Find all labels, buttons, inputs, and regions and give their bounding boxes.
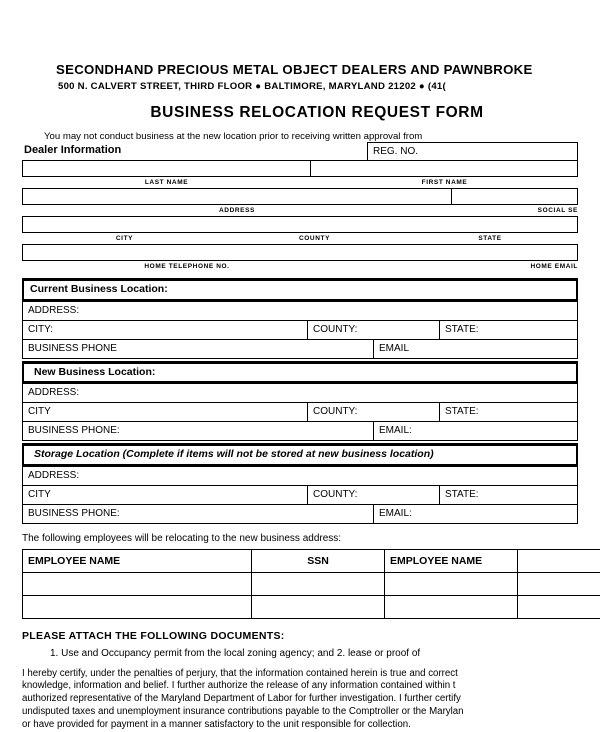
new-city-label: CITY — [28, 406, 51, 417]
employee-name-2-column-header: EMPLOYEE NAME — [385, 549, 518, 572]
certification-line-5: or have provided for payment in a manner satisfactory to the unit responsible for collection. — [22, 719, 578, 732]
storage-location-title-text: Storage Location (Complete if items will not be stored at new business location) — [30, 448, 434, 460]
employee-name-cell[interactable] — [23, 572, 252, 595]
dealer-information-label: Dealer Information — [22, 142, 367, 160]
reg-no-field[interactable] — [367, 142, 578, 160]
new-location-contact-row — [22, 422, 578, 441]
reg-no-label: REG. NO. — [373, 146, 418, 157]
current-county-field[interactable] — [308, 321, 440, 340]
employee-extra-cell[interactable] — [518, 572, 600, 595]
storage-address-field[interactable] — [22, 467, 578, 486]
last-name-input[interactable] — [22, 160, 311, 177]
new-state-field[interactable] — [440, 403, 578, 422]
storage-email-label: EMAIL: — [379, 508, 412, 519]
current-location-address-row — [22, 302, 578, 321]
current-address-field[interactable] — [22, 302, 578, 321]
storage-location-title — [22, 443, 578, 467]
ssn-column-header: SSN — [252, 549, 385, 572]
dealer-citystate-labels — [22, 233, 578, 244]
employee-name-column-header: EMPLOYEE NAME — [23, 549, 252, 572]
dealer-information-header — [22, 142, 578, 160]
state-label: STATE — [402, 233, 578, 244]
current-email-field[interactable] — [374, 340, 578, 359]
storage-phone-label: BUSINESS PHONE: — [28, 508, 120, 519]
current-address-label: ADDRESS: — [28, 305, 79, 316]
current-state-field[interactable] — [440, 321, 578, 340]
dealer-contact-inputs — [22, 244, 578, 261]
social-security-input[interactable] — [452, 188, 578, 205]
table-row[interactable] — [23, 572, 600, 595]
city-label: CITY — [22, 233, 227, 244]
storage-county-label: COUNTY: — [313, 489, 357, 500]
storage-address-label: ADDRESS: — [28, 470, 79, 481]
first-name-label: FIRST NAME — [311, 177, 578, 188]
new-location-title-text: New Business Location: — [30, 366, 155, 378]
employee-name-cell[interactable] — [23, 595, 252, 618]
current-city-field[interactable] — [22, 321, 308, 340]
new-location-city-row — [22, 403, 578, 422]
employee-extra-column-header — [518, 549, 600, 572]
storage-contact-row — [22, 505, 578, 524]
storage-email-field[interactable] — [374, 505, 578, 524]
new-county-field[interactable] — [308, 403, 440, 422]
new-city-field[interactable] — [22, 403, 308, 422]
new-email-label: EMAIL: — [379, 425, 412, 436]
dealer-citystate-inputs — [22, 216, 578, 233]
address-label: ADDRESS — [22, 205, 452, 216]
address-input[interactable] — [22, 188, 452, 205]
home-telephone-input[interactable] — [22, 244, 578, 261]
dealer-address-inputs — [22, 188, 578, 205]
new-address-field[interactable] — [22, 384, 578, 403]
current-email-label: EMAIL — [379, 343, 409, 354]
first-name-input[interactable] — [311, 160, 578, 177]
current-city-label: CITY: — [28, 324, 53, 335]
certification-line-3: authorized representative of the Maryland Department of Labor for further investigation. I further certify — [22, 693, 578, 706]
storage-phone-field[interactable] — [22, 505, 374, 524]
employee-name-2-cell[interactable] — [385, 572, 518, 595]
new-county-label: COUNTY: — [313, 406, 357, 417]
dealer-contact-labels — [22, 261, 578, 272]
ssn-cell[interactable] — [252, 595, 385, 618]
form-title: BUSINESS RELOCATION REQUEST FORM — [22, 104, 578, 122]
current-location-city-row — [22, 321, 578, 340]
ssn-cell[interactable] — [252, 572, 385, 595]
current-state-label: STATE: — [445, 324, 479, 335]
new-phone-label: BUSINESS PHONE: — [28, 425, 120, 436]
current-location-title: Current Business Location: — [22, 278, 578, 302]
new-phone-field[interactable] — [22, 422, 374, 441]
form-notice: You may not conduct business at the new location prior to receiving written approval from — [44, 131, 578, 142]
certification-line-2: knowledge, information and belief. I further authorize the release of any information contained within t — [22, 680, 578, 693]
agency-title: SECONDHAND PRECIOUS METAL OBJECT DEALERS AND PAWNBROKE — [56, 62, 578, 77]
dealer-address-labels — [22, 205, 578, 216]
employee-extra-cell[interactable] — [518, 595, 600, 618]
new-address-label: ADDRESS: — [28, 387, 79, 398]
certification-block — [22, 668, 578, 732]
storage-address-row — [22, 467, 578, 486]
new-location-title — [22, 361, 578, 385]
employee-note: The following employees will be relocating to the new business address: — [22, 533, 578, 544]
attachments-item: 1. Use and Occupancy permit from the local zoning agency; and 2. lease or proof of — [22, 648, 578, 659]
dealer-name-inputs — [22, 160, 578, 177]
new-location-address-row — [22, 384, 578, 403]
storage-state-field[interactable] — [440, 486, 578, 505]
new-state-label: STATE: — [445, 406, 479, 417]
current-phone-label: BUSINESS PHONE — [28, 343, 117, 354]
current-county-label: COUNTY: — [313, 324, 357, 335]
document-body — [0, 62, 600, 732]
certification-line-1: I hereby certify, under the penalties of perjury, that the information contained herein is true and correct — [22, 668, 578, 681]
new-email-field[interactable] — [374, 422, 578, 441]
storage-county-field[interactable] — [308, 486, 440, 505]
storage-city-label: CITY — [28, 489, 51, 500]
current-location-contact-row — [22, 340, 578, 359]
attachments-title: PLEASE ATTACH THE FOLLOWING DOCUMENTS: — [22, 630, 578, 642]
last-name-label: LAST NAME — [22, 177, 311, 188]
home-telephone-label: HOME TELEPHONE NO. — [22, 261, 352, 272]
dealer-name-labels — [22, 177, 578, 188]
home-email-label: HOME EMAIL — [352, 261, 578, 272]
storage-city-row — [22, 486, 578, 505]
social-security-label: SOCIAL SE — [452, 205, 578, 216]
employee-table — [22, 549, 600, 619]
storage-city-field[interactable] — [22, 486, 308, 505]
agency-address: 500 N. CALVERT STREET, THIRD FLOOR ● BALTIMORE, MARYLAND 21202 ● (41( — [58, 81, 578, 92]
storage-state-label: STATE: — [445, 489, 479, 500]
certification-line-4: undisputed taxes and unemployment insurance contributions payable to the Comptroller or the Marylan — [22, 706, 578, 719]
city-input[interactable] — [22, 216, 578, 233]
employee-name-2-cell[interactable] — [385, 595, 518, 618]
table-row[interactable] — [23, 595, 600, 618]
current-phone-field[interactable] — [22, 340, 374, 359]
employee-table-header — [23, 549, 600, 572]
county-label: COUNTY — [227, 233, 402, 244]
